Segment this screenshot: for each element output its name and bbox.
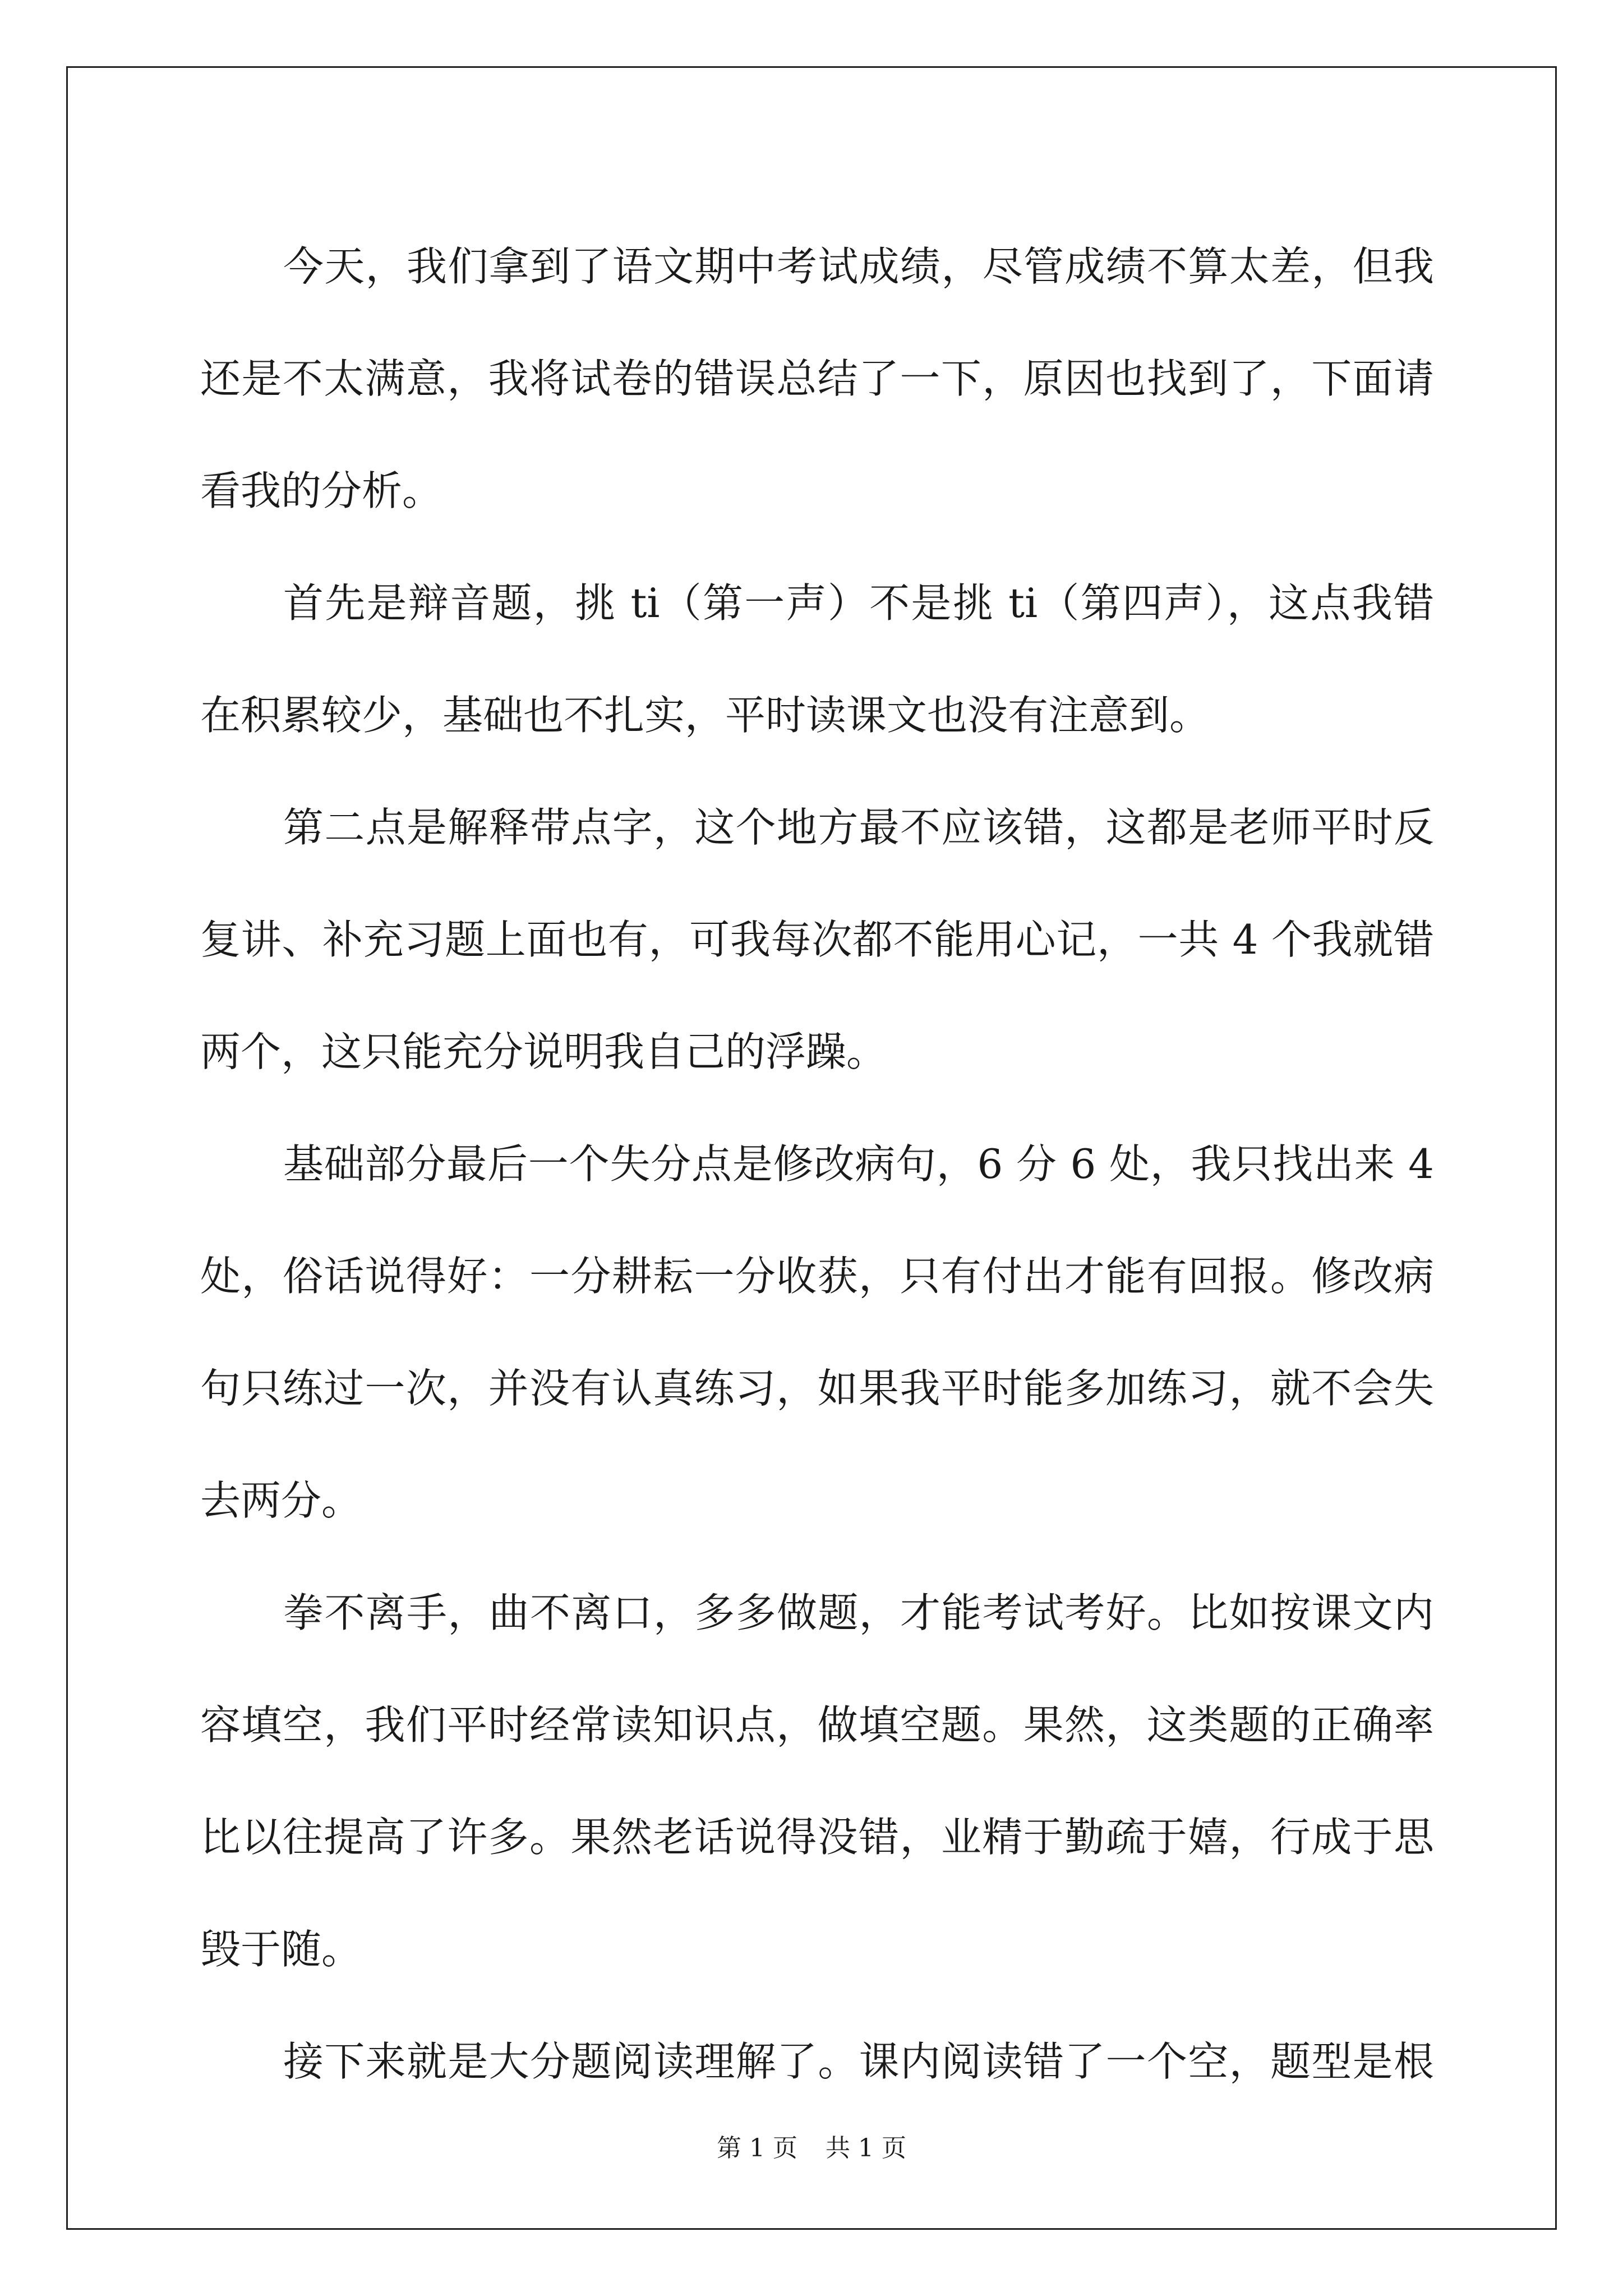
paragraph-5-line-1: 拳不离手，曲不离口，多多做题，才能考试考好。比如按课文内 [283,1589,1434,1636]
paragraph-4-line-4: 去两分。 [200,1477,362,1524]
paragraph-6-line-1: 接下来就是大分题阅读理解了。课内阅读错了一个空，题型是根 [283,2038,1434,2085]
paragraph-1-line-2: 还是不太满意，我将试卷的错误总结了一下，原因也找到了，下面请 [200,355,1434,402]
page-number: 第 1 页 [717,2134,797,2162]
paragraph-1-line-1: 今天，我们拿到了语文期中考试成绩，尽管成绩不算太差，但我 [283,243,1434,290]
paragraph-3-line-1: 第二点是解释带点字，这个地方最不应该错，这都是老师平时反 [283,804,1434,851]
paragraph-3-line-3: 两个，这只能充分说明我自己的浮躁。 [200,1028,887,1075]
paragraph-4-line-3: 句只练过一次，并没有认真练习，如果我平时能多加练习，就不会失 [200,1365,1434,1412]
paragraph-5-line-3: 比以往提高了许多。果然老话说得没错，业精于勤疏于嬉，行成于思 [200,1814,1434,1861]
paragraph-1-line-3: 看我的分析。 [200,467,443,514]
paragraph-2-line-1: 首先是辩音题，挑 ti（第一声）不是挑 ti（第四声），这点我错 [283,579,1434,627]
paragraph-3-line-2: 复讲、补充习题上面也有，可我每次都不能用心记，一共 4 个我就错 [200,916,1434,963]
paragraph-2-line-2: 在积累较少，基础也不扎实，平时读课文也没有注意到。 [200,692,1210,739]
page-total: 共 1 页 [826,2134,906,2162]
paragraph-5-line-4: 毁于随。 [200,1926,362,1973]
document-body [200,210,1434,2118]
paragraph-4-line-2: 处，俗话说得好：一分耕耘一分收获，只有付出才能有回报。修改病 [200,1253,1434,1300]
paragraph-5-line-2: 容填空，我们平时经常读知识点，做填空题。果然，这类题的正确率 [200,1701,1434,1749]
page-footer [0,2132,1623,2165]
paragraph-4-line-1: 基础部分最后一个失分点是修改病句，6 分 6 处，我只找出来 4 [283,1140,1434,1188]
